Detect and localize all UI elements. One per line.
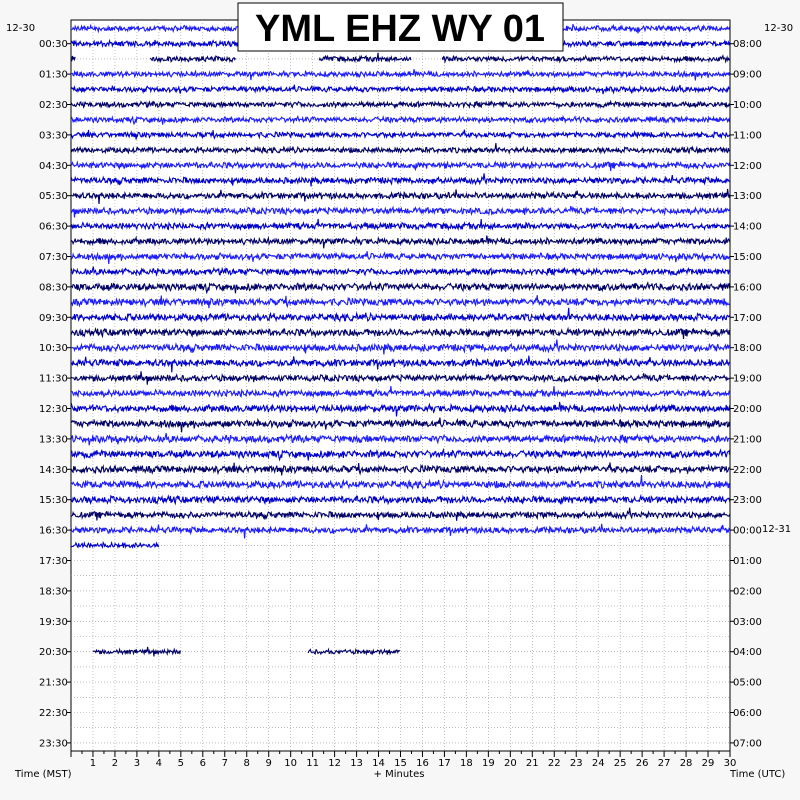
right-row-label: 20:00 xyxy=(733,404,762,415)
right-row-label: 08:00 xyxy=(733,39,762,51)
x-tick-label: 10 xyxy=(284,758,298,769)
x-tick-label: 3 xyxy=(133,758,141,769)
right-row-label: 05:00 xyxy=(733,677,762,689)
right-row-label: 07:00 xyxy=(733,738,762,750)
x-axis-ticks xyxy=(71,751,736,769)
right-row-label: 21:00 xyxy=(733,434,762,446)
left-row-label: 23:30 xyxy=(39,738,68,750)
x-tick-label: 11 xyxy=(306,758,320,769)
right-date-label: 12-30 xyxy=(764,23,794,34)
right-row-label: 22:00 xyxy=(733,464,762,476)
left-row-label: 11:30 xyxy=(39,373,68,385)
left-row-labels xyxy=(39,39,71,749)
x-tick-label: 17 xyxy=(438,758,451,769)
right-row-label: 02:00 xyxy=(733,586,762,598)
left-row-label: 06:30 xyxy=(39,221,68,233)
x-tick-label: 9 xyxy=(265,758,272,769)
x-tick-label: 15 xyxy=(394,758,407,769)
left-row-label: 13:30 xyxy=(39,434,68,446)
x-tick-label: 5 xyxy=(177,758,185,769)
x-tick-label: 13 xyxy=(350,758,363,769)
x-tick-label: 2 xyxy=(111,758,119,769)
left-row-label: 02:30 xyxy=(39,100,68,111)
x-tick-label: 28 xyxy=(679,758,693,769)
left-row-label: 15:30 xyxy=(39,495,68,507)
right-row-label: 01:00 xyxy=(733,556,762,567)
x-axis-label: + Minutes xyxy=(373,769,425,780)
left-row-label: 17:30 xyxy=(39,556,68,567)
x-tick-label: 29 xyxy=(701,758,715,769)
right-row-label: 11:00 xyxy=(733,130,762,142)
x-tick-label: 19 xyxy=(481,758,495,769)
left-row-label: 18:30 xyxy=(39,586,68,598)
x-tick-label: 7 xyxy=(221,758,228,769)
left-row-label: 07:30 xyxy=(39,252,68,263)
x-tick-label: 26 xyxy=(635,758,649,769)
left-row-label: 00:30 xyxy=(39,39,68,51)
left-row-label: 19:30 xyxy=(39,616,68,628)
x-tick-label: 24 xyxy=(591,758,605,769)
right-row-label: 18:00 xyxy=(733,343,762,355)
right-row-label: 03:00 xyxy=(733,616,762,628)
right-date-change-label: 12-31 xyxy=(762,524,792,535)
right-row-label: 13:00 xyxy=(733,191,762,203)
left-row-label: 14:30 xyxy=(39,464,68,476)
right-axis-title: Time (UTC) xyxy=(730,769,786,780)
left-row-label: 04:30 xyxy=(39,160,68,172)
x-tick-label: 22 xyxy=(547,758,561,769)
x-tick-label: 8 xyxy=(243,758,250,769)
left-row-label: 22:30 xyxy=(39,708,68,719)
x-tick-label: 23 xyxy=(569,758,583,769)
x-tick-label: 27 xyxy=(657,758,671,769)
x-tick-label: 6 xyxy=(199,758,206,769)
left-row-label: 09:30 xyxy=(39,312,68,324)
x-tick-label: 4 xyxy=(155,758,163,769)
right-row-label: 06:00 xyxy=(733,708,762,719)
x-tick-label: 12 xyxy=(328,758,341,769)
left-row-label: 21:30 xyxy=(39,677,68,689)
x-tick-label: 16 xyxy=(416,758,429,769)
right-row-labels xyxy=(730,39,762,749)
left-row-label: 08:30 xyxy=(39,282,68,294)
left-row-label: 01:30 xyxy=(39,69,68,81)
right-row-label: 17:00 xyxy=(733,312,762,324)
right-row-label: 04:00 xyxy=(733,647,762,659)
left-row-label: 03:30 xyxy=(39,130,68,142)
x-tick-label: 1 xyxy=(89,758,97,769)
x-tick-label: 30 xyxy=(723,758,737,769)
x-tick-label: 20 xyxy=(503,758,517,769)
left-date-label: 12-30 xyxy=(6,23,36,34)
right-row-label: 23:00 xyxy=(733,495,762,507)
left-row-label: 05:30 xyxy=(39,191,68,203)
left-row-label: 12:30 xyxy=(39,404,68,415)
left-row-label: 10:30 xyxy=(39,343,68,355)
left-row-label: 20:30 xyxy=(39,647,68,659)
x-tick-label: 14 xyxy=(372,758,385,769)
left-axis-title: Time (MST) xyxy=(15,769,72,780)
x-tick-label: 21 xyxy=(525,758,539,769)
x-tick-label: 18 xyxy=(460,758,473,769)
right-row-label: 19:00 xyxy=(733,373,762,385)
right-row-label: 09:00 xyxy=(733,69,762,81)
right-row-label: 16:00 xyxy=(733,282,762,294)
right-row-label: 00:00 xyxy=(733,525,762,537)
right-row-label: 14:00 xyxy=(733,221,762,233)
right-row-label: 12:00 xyxy=(733,160,762,172)
right-row-label: 15:00 xyxy=(733,252,762,263)
left-row-label: 16:30 xyxy=(39,525,68,537)
right-row-label: 10:00 xyxy=(733,100,762,111)
x-tick-label: 25 xyxy=(613,758,627,769)
chart-title: YML EHZ WY 01 xyxy=(255,8,545,50)
